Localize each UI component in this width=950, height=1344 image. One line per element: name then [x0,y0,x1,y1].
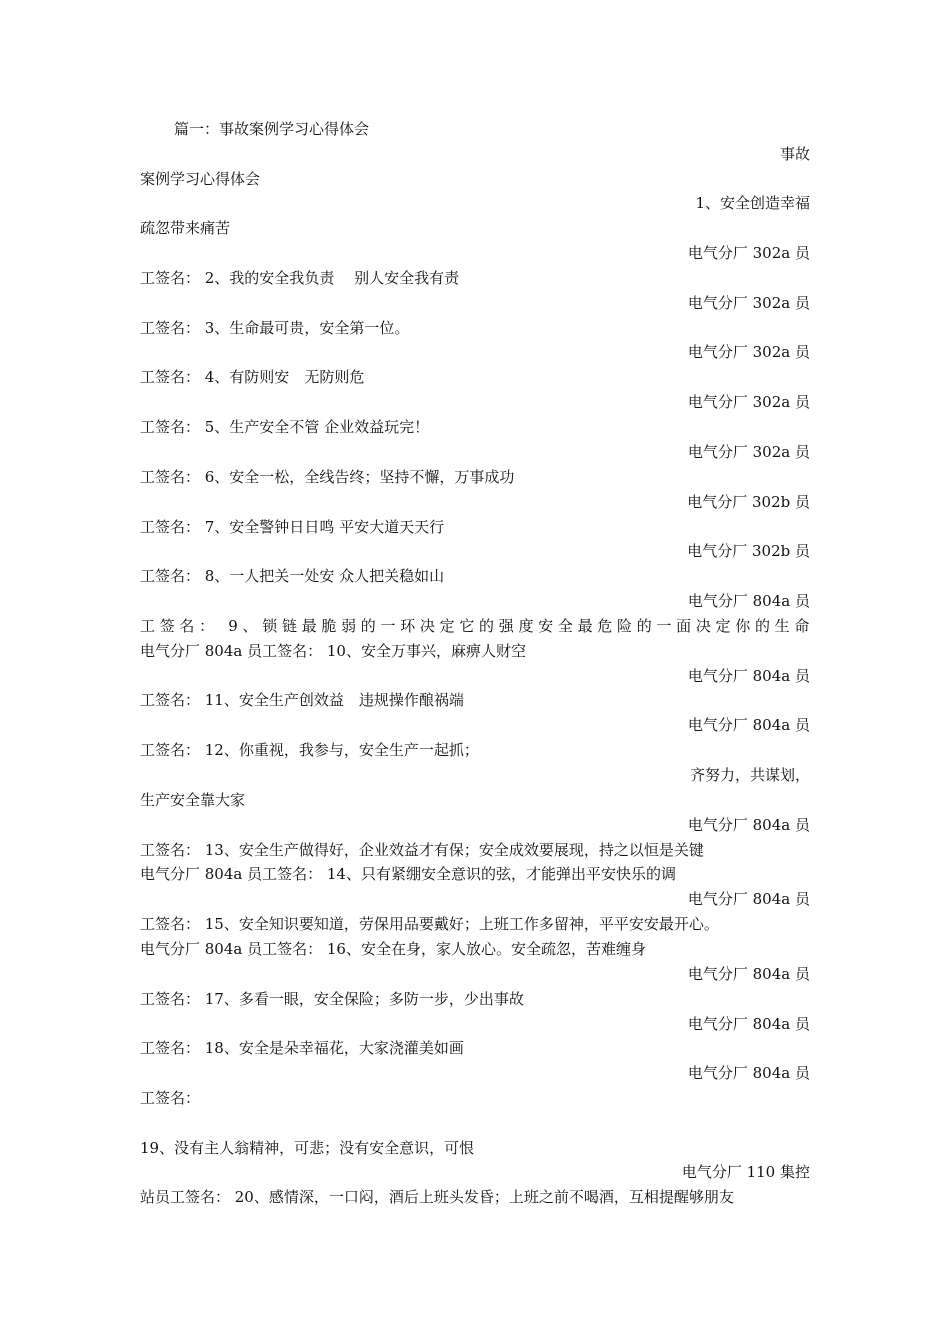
text-line: 工签名： 3、生命最可贵，安全第一位。 [140,319,410,337]
text-line: 站员工签名： 20、感情深，一口闷，酒后上班头发昏；上班之前不喝酒，互相提醒够朋友 [140,1188,734,1206]
text-line: 工签名： 15、安全知识要知道，劳保用品要戴好；上班工作多留神，平平安安最开心。 [140,915,719,933]
text-line: 工签名： 2、我的安全我负责 别人安全我有责 [140,269,460,287]
text-line: 1、安全创造幸福 [695,194,810,212]
text-line: 工签名： 8、一人把关一处安 众人把关稳如山 [140,567,445,585]
signature-line: 电气分厂 302b 员 [687,542,810,560]
signature-line: 电气分厂 302a 员 [687,393,810,411]
text-line: 案例学习心得体会 [140,170,261,188]
signature-line: 电气分厂 804a 员 [687,816,810,834]
text-line: 事故 [779,145,810,163]
text-line: 工签名： 6、安全一松，全线告终；坚持不懈，万事成功 [140,468,515,486]
text-line: 工签名： 13、安全生产做得好，企业效益才有保；安全成效要展现，持之以恒是关键 [140,841,704,859]
text-line: 工签名： 11、安全生产创效益 违规操作酿祸端 [140,691,464,709]
signature-line: 电气分厂 804a 员 [687,1064,810,1082]
signature-line: 电气分厂 804a 员 [687,716,810,734]
signature-line: 电气分厂 302a 员 [687,294,810,312]
text-line: 电气分厂 804a 员工签名： 14、只有紧绷安全意识的弦，才能弹出平安快乐的调 [140,865,676,883]
signature-line: 电气分厂 804a 员 [687,592,810,610]
document-title: 篇一：事故案例学习心得体会 [174,120,370,138]
text-line: 工签名： 5、生产安全不管 企业效益玩完！ [140,418,430,436]
text-line: 工签名： 12、你重视，我参与，安全生产一起抓； [140,741,479,759]
text-line: 电气分厂 804a 员工签名： 10、安全万事兴，麻痹人财空 [140,642,526,660]
text-line: 工签名： 4、有防则安 无防则危 [140,368,365,386]
text-line: 工签名： 18、安全是朵幸福花，大家浇灌美如画 [140,1039,464,1057]
signature-line: 电气分厂 302a 员 [687,443,810,461]
text-line: 工签名： [140,1089,201,1107]
text-line: 19、没有主人翁精神，可悲；没有安全意识，可恨 [140,1139,475,1157]
text-line: 齐努力，共谋划， [689,766,810,784]
signature-line: 电气分厂 804a 员 [687,1015,810,1033]
signature-line: 电气分厂 804a 员 [687,667,810,685]
signature-line: 电气分厂 804a 员 [687,965,810,983]
text-line: 生产安全靠大家 [140,791,246,809]
text-line: 工签名： 9、锁链最脆弱的一环决定它的强度安全最危险的一面决定你的生命 [140,617,810,635]
text-line: 电气分厂 804a 员工签名： 16、安全在身，家人放心。安全疏忽，苦难缠身 [140,940,646,958]
signature-line: 电气分厂 302a 员 [687,343,810,361]
signature-line: 电气分厂 302b 员 [687,493,810,511]
signature-line: 电气分厂 302a 员 [687,244,810,262]
text-line: 疏忽带来痛苦 [140,219,231,237]
signature-line: 电气分厂 804a 员 [687,890,810,908]
text-line: 工签名： 17、多看一眼，安全保险；多防一步，少出事故 [140,990,524,1008]
text-line: 工签名： 7、安全警钟日日鸣 平安大道天天行 [140,518,445,536]
signature-line: 电气分厂 110 集控 [681,1163,810,1181]
